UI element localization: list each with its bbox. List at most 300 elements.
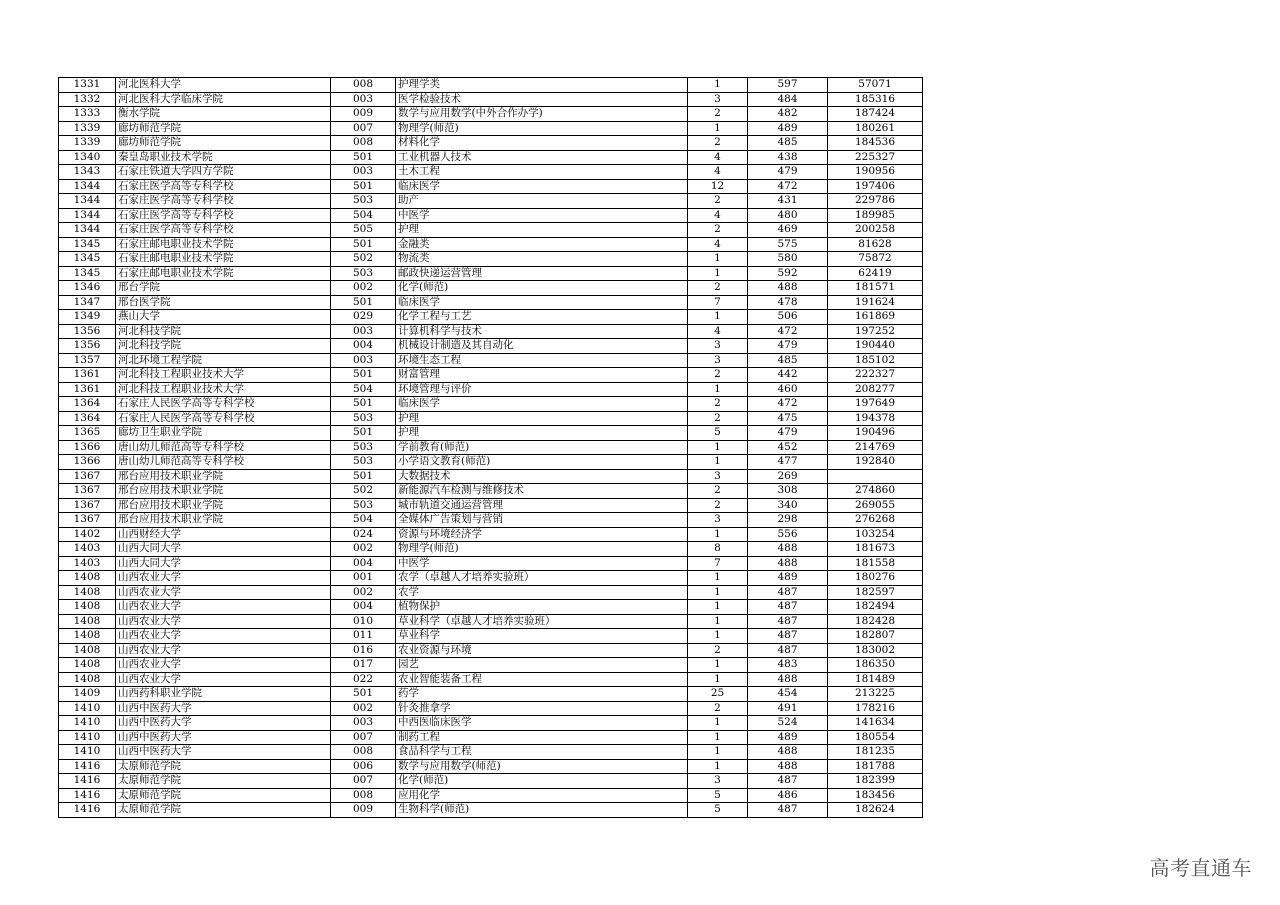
- school-code-cell: 1344: [59, 223, 116, 238]
- min-score-cell: 487: [748, 614, 828, 629]
- school-name-cell: 山西大同大学: [116, 542, 331, 557]
- table-row: [59, 730, 923, 745]
- rank-cell: 180261: [828, 121, 923, 136]
- min-score-cell: 580: [748, 252, 828, 267]
- school-code-cell: 1339: [59, 121, 116, 136]
- table-row: [59, 788, 923, 803]
- school-name-cell: 太原师范学院: [116, 774, 331, 789]
- table-row: [59, 803, 923, 818]
- school-code-cell: 1345: [59, 252, 116, 267]
- rank-cell: 103254: [828, 527, 923, 542]
- rank-cell: 180276: [828, 571, 923, 586]
- rank-cell: 180554: [828, 730, 923, 745]
- rank-cell: 183456: [828, 788, 923, 803]
- major-code-cell: 011: [331, 629, 396, 644]
- min-score-cell: 442: [748, 368, 828, 383]
- min-score-cell: 485: [748, 136, 828, 151]
- major-code-cell: 004: [331, 600, 396, 615]
- table-row: [59, 440, 923, 455]
- school-name-cell: 石家庄医学高等专科学校: [116, 223, 331, 238]
- rank-cell: 181558: [828, 556, 923, 571]
- plan-count-cell: 1: [688, 716, 748, 731]
- major-name-cell: 农学: [396, 585, 688, 600]
- rank-cell: 225327: [828, 150, 923, 165]
- major-code-cell: 501: [331, 469, 396, 484]
- rank-cell: 183002: [828, 643, 923, 658]
- major-code-cell: 008: [331, 78, 396, 93]
- major-code-cell: 503: [331, 194, 396, 209]
- school-code-cell: 1364: [59, 397, 116, 412]
- school-name-cell: 山西中医药大学: [116, 716, 331, 731]
- min-score-cell: 488: [748, 281, 828, 296]
- major-name-cell: 园艺: [396, 658, 688, 673]
- min-score-cell: 479: [748, 426, 828, 441]
- rank-cell: 194378: [828, 411, 923, 426]
- school-name-cell: 邢台应用技术职业学院: [116, 469, 331, 484]
- school-code-cell: 1410: [59, 745, 116, 760]
- school-code-cell: 1410: [59, 716, 116, 731]
- major-code-cell: 008: [331, 788, 396, 803]
- rank-cell: 185102: [828, 353, 923, 368]
- major-code-cell: 002: [331, 701, 396, 716]
- plan-count-cell: 1: [688, 310, 748, 325]
- table-row: [59, 759, 923, 774]
- school-name-cell: 山西中医药大学: [116, 701, 331, 716]
- school-code-cell: 1347: [59, 295, 116, 310]
- major-name-cell: 药学: [396, 687, 688, 702]
- school-code-cell: 1408: [59, 629, 116, 644]
- plan-count-cell: 1: [688, 730, 748, 745]
- plan-count-cell: 2: [688, 223, 748, 238]
- rank-cell: 182494: [828, 600, 923, 615]
- table-row: [59, 745, 923, 760]
- table-row: [59, 585, 923, 600]
- table-row: [59, 252, 923, 267]
- major-name-cell: 生物科学(师范): [396, 803, 688, 818]
- plan-count-cell: 1: [688, 440, 748, 455]
- major-name-cell: 针灸推拿学: [396, 701, 688, 716]
- rank-cell: 186350: [828, 658, 923, 673]
- major-name-cell: 物流类: [396, 252, 688, 267]
- school-name-cell: 太原师范学院: [116, 759, 331, 774]
- min-score-cell: 484: [748, 92, 828, 107]
- plan-count-cell: 25: [688, 687, 748, 702]
- plan-count-cell: 5: [688, 803, 748, 818]
- plan-count-cell: 1: [688, 121, 748, 136]
- plan-count-cell: 1: [688, 614, 748, 629]
- min-score-cell: 487: [748, 774, 828, 789]
- plan-count-cell: 1: [688, 252, 748, 267]
- school-code-cell: 1416: [59, 803, 116, 818]
- min-score-cell: 486: [748, 788, 828, 803]
- school-name-cell: 山西农业大学: [116, 643, 331, 658]
- school-code-cell: 1343: [59, 165, 116, 180]
- school-code-cell: 1367: [59, 469, 116, 484]
- major-name-cell: 环境管理与评价: [396, 382, 688, 397]
- major-code-cell: 501: [331, 179, 396, 194]
- major-code-cell: 503: [331, 411, 396, 426]
- major-code-cell: 002: [331, 585, 396, 600]
- rank-cell: 190956: [828, 165, 923, 180]
- min-score-cell: 431: [748, 194, 828, 209]
- min-score-cell: 454: [748, 687, 828, 702]
- school-name-cell: 石家庄医学高等专科学校: [116, 179, 331, 194]
- major-name-cell: 化学(师范): [396, 281, 688, 296]
- min-score-cell: 478: [748, 295, 828, 310]
- major-code-cell: 017: [331, 658, 396, 673]
- major-name-cell: 草业科学: [396, 629, 688, 644]
- major-name-cell: 食品科学与工程: [396, 745, 688, 760]
- table-row: [59, 339, 923, 354]
- school-name-cell: 山西药科职业学院: [116, 687, 331, 702]
- min-score-cell: 479: [748, 165, 828, 180]
- min-score-cell: 487: [748, 585, 828, 600]
- plan-count-cell: 1: [688, 600, 748, 615]
- table-row: [59, 194, 923, 209]
- min-score-cell: 597: [748, 78, 828, 93]
- rank-cell: 197406: [828, 179, 923, 194]
- rank-cell: 189985: [828, 208, 923, 223]
- plan-count-cell: 3: [688, 469, 748, 484]
- major-name-cell: 化学(师范): [396, 774, 688, 789]
- min-score-cell: 491: [748, 701, 828, 716]
- major-name-cell: 应用化学: [396, 788, 688, 803]
- table-row: [59, 600, 923, 615]
- rank-cell: 191624: [828, 295, 923, 310]
- rank-cell: 182428: [828, 614, 923, 629]
- major-code-cell: 009: [331, 107, 396, 122]
- major-name-cell: 资源与环境经济学: [396, 527, 688, 542]
- major-code-cell: 007: [331, 121, 396, 136]
- major-code-cell: 003: [331, 353, 396, 368]
- min-score-cell: 472: [748, 324, 828, 339]
- major-name-cell: 物理学(师范): [396, 542, 688, 557]
- major-name-cell: 护理学类: [396, 78, 688, 93]
- plan-count-cell: 2: [688, 107, 748, 122]
- table-row: [59, 266, 923, 281]
- plan-count-cell: 4: [688, 324, 748, 339]
- school-code-cell: 1344: [59, 179, 116, 194]
- min-score-cell: 340: [748, 498, 828, 513]
- school-code-cell: 1416: [59, 774, 116, 789]
- min-score-cell: 483: [748, 658, 828, 673]
- min-score-cell: 524: [748, 716, 828, 731]
- table-row: [59, 672, 923, 687]
- table-row: [59, 310, 923, 325]
- school-code-cell: 1333: [59, 107, 116, 122]
- major-name-cell: 化学工程与工艺: [396, 310, 688, 325]
- major-code-cell: 505: [331, 223, 396, 238]
- major-code-cell: 002: [331, 542, 396, 557]
- major-code-cell: 502: [331, 252, 396, 267]
- plan-count-cell: 7: [688, 556, 748, 571]
- table-row: [59, 107, 923, 122]
- rank-cell: 178216: [828, 701, 923, 716]
- school-code-cell: 1408: [59, 600, 116, 615]
- rank-cell: 222327: [828, 368, 923, 383]
- major-code-cell: 003: [331, 716, 396, 731]
- school-name-cell: 石家庄邮电职业技术学院: [116, 252, 331, 267]
- school-code-cell: 1356: [59, 324, 116, 339]
- major-name-cell: 数学与应用数学(师范): [396, 759, 688, 774]
- major-name-cell: 植物保护: [396, 600, 688, 615]
- major-code-cell: 003: [331, 92, 396, 107]
- rank-cell: 208277: [828, 382, 923, 397]
- school-code-cell: 1361: [59, 368, 116, 383]
- plan-count-cell: 2: [688, 643, 748, 658]
- major-code-cell: 503: [331, 266, 396, 281]
- school-name-cell: 山西农业大学: [116, 585, 331, 600]
- major-code-cell: 008: [331, 745, 396, 760]
- min-score-cell: 472: [748, 397, 828, 412]
- school-name-cell: 河北医科大学临床学院: [116, 92, 331, 107]
- school-name-cell: 山西农业大学: [116, 629, 331, 644]
- major-code-cell: 503: [331, 440, 396, 455]
- school-name-cell: 太原师范学院: [116, 788, 331, 803]
- school-name-cell: 石家庄人民医学高等专科学校: [116, 411, 331, 426]
- table-row: [59, 281, 923, 296]
- rank-cell: 200258: [828, 223, 923, 238]
- major-code-cell: 008: [331, 136, 396, 151]
- rank-cell: 181489: [828, 672, 923, 687]
- plan-count-cell: 5: [688, 426, 748, 441]
- rank-cell: 141634: [828, 716, 923, 731]
- major-name-cell: 中医学: [396, 208, 688, 223]
- school-code-cell: 1367: [59, 513, 116, 528]
- major-code-cell: 004: [331, 339, 396, 354]
- min-score-cell: 487: [748, 629, 828, 644]
- table-row: [59, 397, 923, 412]
- plan-count-cell: 7: [688, 295, 748, 310]
- school-code-cell: 1367: [59, 484, 116, 499]
- min-score-cell: 575: [748, 237, 828, 252]
- school-name-cell: 廊坊师范学院: [116, 121, 331, 136]
- school-code-cell: 1346: [59, 281, 116, 296]
- plan-count-cell: 1: [688, 759, 748, 774]
- major-name-cell: 临床医学: [396, 179, 688, 194]
- plan-count-cell: 12: [688, 179, 748, 194]
- plan-count-cell: 3: [688, 339, 748, 354]
- plan-count-cell: 1: [688, 78, 748, 93]
- table-row: [59, 165, 923, 180]
- school-name-cell: 石家庄医学高等专科学校: [116, 208, 331, 223]
- major-code-cell: 501: [331, 150, 396, 165]
- plan-count-cell: 2: [688, 498, 748, 513]
- rank-cell: 181235: [828, 745, 923, 760]
- plan-count-cell: 4: [688, 208, 748, 223]
- min-score-cell: 488: [748, 759, 828, 774]
- school-code-cell: 1367: [59, 498, 116, 513]
- rank-cell: 197649: [828, 397, 923, 412]
- table-row: [59, 498, 923, 513]
- rank-cell: 182807: [828, 629, 923, 644]
- school-code-cell: 1403: [59, 556, 116, 571]
- school-code-cell: 1340: [59, 150, 116, 165]
- table-row: [59, 556, 923, 571]
- rank-cell: 197252: [828, 324, 923, 339]
- plan-count-cell: 1: [688, 585, 748, 600]
- major-name-cell: 大数据技术: [396, 469, 688, 484]
- table-row: [59, 411, 923, 426]
- major-name-cell: 机械设计制造及其自动化: [396, 339, 688, 354]
- rank-cell: 274860: [828, 484, 923, 499]
- plan-count-cell: 1: [688, 629, 748, 644]
- min-score-cell: 475: [748, 411, 828, 426]
- school-name-cell: 秦皇岛职业技术学院: [116, 150, 331, 165]
- major-name-cell: 工业机器人技术: [396, 150, 688, 165]
- major-code-cell: 504: [331, 382, 396, 397]
- plan-count-cell: 2: [688, 368, 748, 383]
- school-name-cell: 衡水学院: [116, 107, 331, 122]
- min-score-cell: 480: [748, 208, 828, 223]
- major-name-cell: 农业智能装备工程: [396, 672, 688, 687]
- school-name-cell: 山西农业大学: [116, 571, 331, 586]
- major-code-cell: 004: [331, 556, 396, 571]
- plan-count-cell: 1: [688, 745, 748, 760]
- school-name-cell: 邢台学院: [116, 281, 331, 296]
- major-name-cell: 金融类: [396, 237, 688, 252]
- rank-cell: 214769: [828, 440, 923, 455]
- major-name-cell: 数学与应用数学(中外合作办学): [396, 107, 688, 122]
- school-code-cell: 1331: [59, 78, 116, 93]
- rank-cell: 184536: [828, 136, 923, 151]
- min-score-cell: 488: [748, 672, 828, 687]
- min-score-cell: 469: [748, 223, 828, 238]
- min-score-cell: 477: [748, 455, 828, 470]
- plan-count-cell: 2: [688, 397, 748, 412]
- school-name-cell: 河北科技学院: [116, 324, 331, 339]
- school-code-cell: 1402: [59, 527, 116, 542]
- plan-count-cell: 2: [688, 701, 748, 716]
- major-name-cell: 全媒体广告策划与营销: [396, 513, 688, 528]
- table-row: [59, 295, 923, 310]
- school-code-cell: 1366: [59, 440, 116, 455]
- school-name-cell: 邢台医学院: [116, 295, 331, 310]
- table-row: [59, 426, 923, 441]
- major-code-cell: 010: [331, 614, 396, 629]
- table-row: [59, 136, 923, 151]
- plan-count-cell: 1: [688, 382, 748, 397]
- major-name-cell: 邮政快递运营管理: [396, 266, 688, 281]
- rank-cell: 75872: [828, 252, 923, 267]
- rank-cell: 161869: [828, 310, 923, 325]
- school-code-cell: 1365: [59, 426, 116, 441]
- major-name-cell: 土木工程: [396, 165, 688, 180]
- min-score-cell: 485: [748, 353, 828, 368]
- major-name-cell: 助产: [396, 194, 688, 209]
- min-score-cell: 269: [748, 469, 828, 484]
- major-code-cell: 007: [331, 774, 396, 789]
- min-score-cell: 488: [748, 745, 828, 760]
- major-code-cell: 024: [331, 527, 396, 542]
- table-row: [59, 513, 923, 528]
- plan-count-cell: 2: [688, 411, 748, 426]
- school-name-cell: 河北科技工程职业技术大学: [116, 368, 331, 383]
- rank-cell: 229786: [828, 194, 923, 209]
- min-score-cell: 479: [748, 339, 828, 354]
- major-code-cell: 003: [331, 165, 396, 180]
- plan-count-cell: 2: [688, 281, 748, 296]
- min-score-cell: 487: [748, 600, 828, 615]
- major-name-cell: 小学语文教育(师范): [396, 455, 688, 470]
- min-score-cell: 556: [748, 527, 828, 542]
- table-row: [59, 643, 923, 658]
- school-name-cell: 石家庄人民医学高等专科学校: [116, 397, 331, 412]
- school-name-cell: 山西财经大学: [116, 527, 331, 542]
- major-code-cell: 501: [331, 397, 396, 412]
- major-name-cell: 计算机科学与技术: [396, 324, 688, 339]
- rank-cell: 276268: [828, 513, 923, 528]
- admission-table: [58, 77, 923, 818]
- plan-count-cell: 3: [688, 92, 748, 107]
- school-code-cell: 1416: [59, 788, 116, 803]
- table-row: [59, 237, 923, 252]
- school-code-cell: 1408: [59, 658, 116, 673]
- school-code-cell: 1408: [59, 672, 116, 687]
- school-name-cell: 山西农业大学: [116, 658, 331, 673]
- school-code-cell: 1364: [59, 411, 116, 426]
- school-name-cell: 邢台应用技术职业学院: [116, 498, 331, 513]
- table-row: [59, 716, 923, 731]
- rank-cell: 181673: [828, 542, 923, 557]
- school-name-cell: 唐山幼儿师范高等专科学校: [116, 440, 331, 455]
- table-row: [59, 78, 923, 93]
- plan-count-cell: 1: [688, 658, 748, 673]
- table-row: [59, 92, 923, 107]
- min-score-cell: 489: [748, 121, 828, 136]
- school-code-cell: 1410: [59, 701, 116, 716]
- table-row: [59, 687, 923, 702]
- major-code-cell: 006: [331, 759, 396, 774]
- min-score-cell: 488: [748, 556, 828, 571]
- school-name-cell: 石家庄邮电职业技术学院: [116, 266, 331, 281]
- rank-cell: 57071: [828, 78, 923, 93]
- school-name-cell: 太原师范学院: [116, 803, 331, 818]
- rank-cell: 182624: [828, 803, 923, 818]
- plan-count-cell: 2: [688, 136, 748, 151]
- school-code-cell: 1416: [59, 759, 116, 774]
- plan-count-cell: 3: [688, 353, 748, 368]
- major-code-cell: 003: [331, 324, 396, 339]
- school-code-cell: 1409: [59, 687, 116, 702]
- school-name-cell: 山西农业大学: [116, 672, 331, 687]
- min-score-cell: 308: [748, 484, 828, 499]
- table-row: [59, 571, 923, 586]
- major-name-cell: 临床医学: [396, 295, 688, 310]
- school-code-cell: 1339: [59, 136, 116, 151]
- school-code-cell: 1345: [59, 266, 116, 281]
- table-row: [59, 701, 923, 716]
- min-score-cell: 488: [748, 542, 828, 557]
- rank-cell: 81628: [828, 237, 923, 252]
- school-name-cell: 河北环境工程学院: [116, 353, 331, 368]
- school-name-cell: 山西农业大学: [116, 600, 331, 615]
- major-name-cell: 环境生态工程: [396, 353, 688, 368]
- major-code-cell: 501: [331, 687, 396, 702]
- school-code-cell: 1403: [59, 542, 116, 557]
- min-score-cell: 592: [748, 266, 828, 281]
- major-name-cell: 物理学(师范): [396, 121, 688, 136]
- major-name-cell: 新能源汽车检测与维修技术: [396, 484, 688, 499]
- rank-cell: 192840: [828, 455, 923, 470]
- major-code-cell: 001: [331, 571, 396, 586]
- table-row: [59, 324, 923, 339]
- school-name-cell: 石家庄邮电职业技术学院: [116, 237, 331, 252]
- table-row: [59, 353, 923, 368]
- table-row: [59, 469, 923, 484]
- school-name-cell: 邢台应用技术职业学院: [116, 484, 331, 499]
- major-name-cell: 学前教育(师范): [396, 440, 688, 455]
